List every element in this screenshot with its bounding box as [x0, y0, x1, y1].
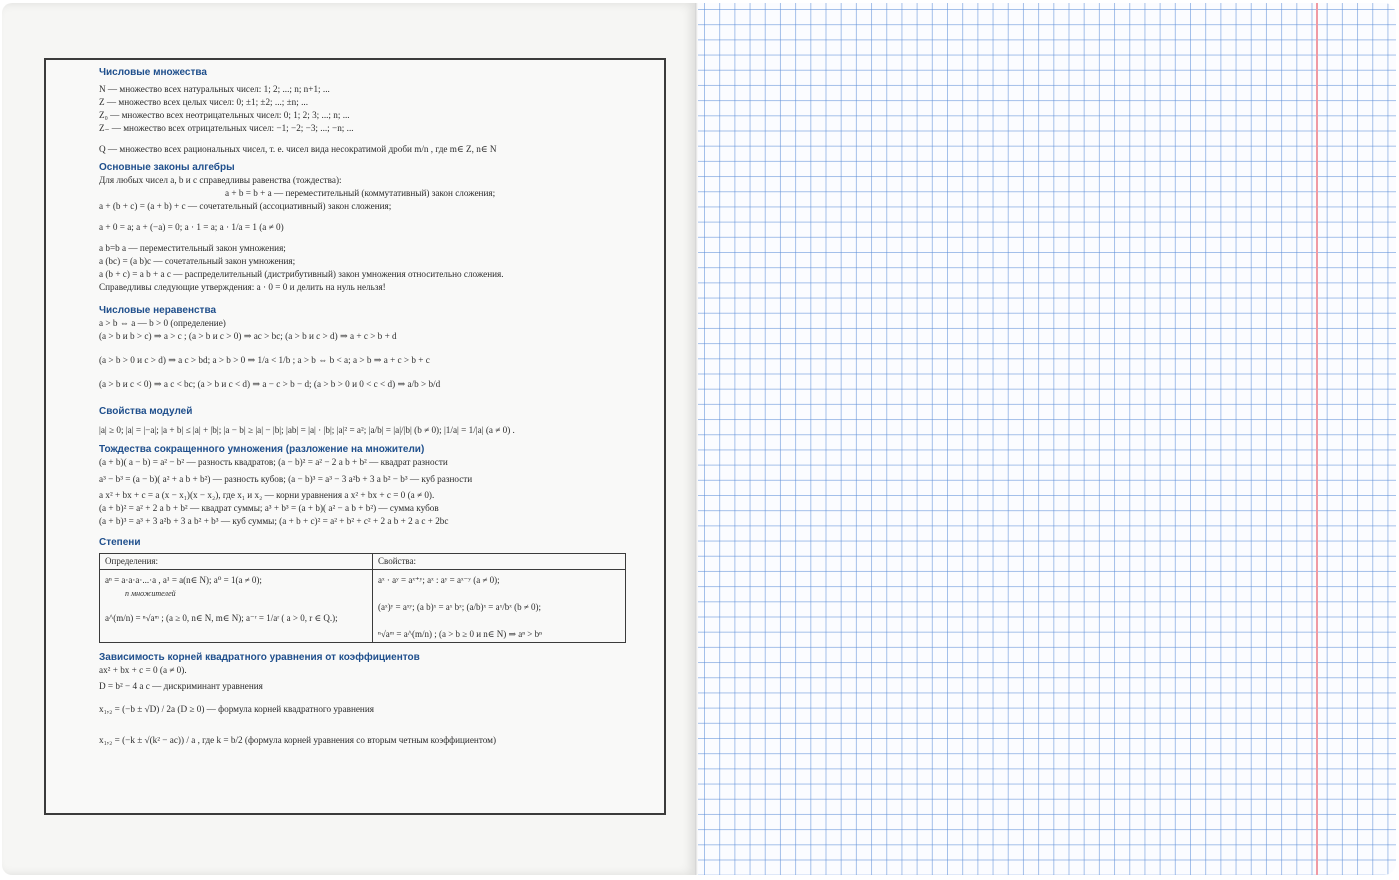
section-title: Числовые неравенства	[99, 305, 217, 316]
table-line: aⁿ = a·a·a·...·a , a¹ = a(n∈ N); a⁰ = 1(a ≠ 0);	[105, 575, 262, 585]
section-title: Числовые множества	[99, 67, 207, 78]
table-cell-definitions	[100, 570, 373, 643]
section-title: Тождества сокращенного умножения (разложение на множители)	[99, 444, 425, 455]
powers-table	[99, 553, 626, 643]
section-title: Основные законы алгебры	[99, 162, 235, 173]
table-line: aˣ · aʸ = aˣ⁺ʸ; aˣ : aʸ = aˣ⁻ʸ (a ≠ 0);	[378, 575, 500, 585]
text-line: (a > b и b > c) ⇒ a > c ; (a > b и c > 0) ⇒ ac > bc; (a > b и c > d) ⇒ a + c > b + d	[99, 331, 397, 341]
table-line: n множителей	[125, 589, 176, 598]
section-title: Зависимость корней квадратного уравнения от коэффициентов	[99, 652, 420, 663]
reference-sheet	[44, 58, 666, 815]
text-line: a³ − b³ = (a − b)( a² + a b + b²) — разность кубов; (a − b)³ = a³ − 3 a²b + 3 a b² − b³ — куб разности	[99, 474, 473, 484]
text-line: a x² + bx + c = a (x − x₁)(x − x₂), где x₁ и x₂ — корни уравнения a x² + bx + c = 0 (a ≠ 0).	[99, 490, 435, 500]
text-line: Z₀ — множество всех неотрицательных чисел: 0; 1; 2; 3; ...; n; ...	[99, 110, 350, 120]
table-line: a^(m/n) = ⁿ√aᵐ ; (a ≥ 0, n∈ N, m∈ N); a⁻ʳ = 1/aʳ ( a > 0, r ∈ Q.);	[105, 613, 338, 623]
reference-content	[99, 66, 659, 747]
text-line: Q — множество всех рациональных чисел, т. е. чисел вида несократимой дроби m/n , где m∈ Z, n∈ N	[99, 144, 497, 154]
table-line: ⁿ√aᵐ = a^(m/n) ; (a > b ≥ 0 и n∈ N) ⇒ aⁿ > bⁿ	[378, 629, 542, 639]
text-line: (a > b и c < 0) ⇒ a c < bc; (a > b и c < d) ⇒ a − c > b − d; (a > b > 0 и 0 < c < d) ⇒ a/b > b/d	[99, 379, 441, 389]
section-title: Свойства модулей	[99, 406, 193, 417]
text-line: (a > b > 0 и c > d) ⇒ a c > bd; a > b > 0 ⇒ 1/a < 1/b ; a > b ⇔ b < a; a > b ⇒ a + c > b + c	[99, 355, 430, 365]
text-line: a (b + c) = a b + a c — распределительный (дистрибутивный) закон умножения относительно сложения.	[99, 269, 504, 279]
text-line: Z₋ — множество всех отрицательных чисел: −1; −2; −3; ...; −n; ...	[99, 123, 354, 133]
text-line: |a| ≥ 0; |a| = |−a|; |a + b| ≤ |a| + |b|; |a − b| ≥ |a| − |b|; |ab| = |a| · |b|; |a|² = a²; |a/b| = |a|/|b| (b ≠ 0); |1/a| = 1/|a| (a ≠ 0) .	[99, 425, 515, 435]
table-cell-properties	[373, 570, 626, 643]
text-line: Для любых чисел a, b и c справедливы равенства (тождества):	[99, 175, 342, 185]
text-line: a + b = b + a — переместительный (коммутативный) закон сложения;	[225, 188, 496, 198]
text-line: (a + b)³ = a³ + 3 a²b + 3 a b² + b³ — куб суммы; (a + b + c)² = a² + b² + c² + 2 a b + 2 a c + 2bc	[99, 516, 449, 526]
text-line: N — множество всех натуральных чисел: 1; 2; ...; n; n+1; ...	[99, 84, 330, 94]
text-line: D = b² − 4 a c — дискриминант уравнения	[99, 681, 263, 691]
text-line: Z — множество всех целых чисел: 0; ±1; ±2; ...; ±n; ...	[99, 97, 309, 107]
section-title: Степени	[99, 537, 141, 548]
text-line: a > b ⇔ a — b > 0 (определение)	[99, 318, 226, 328]
text-line: a + 0 = a; a + (−a) = 0; a · 1 = a; a · 1/a = 1 (a ≠ 0)	[99, 222, 284, 232]
table-header-definitions: Определения:	[100, 554, 373, 570]
text-line: a b=b a — переместительный закон умножения;	[99, 243, 286, 253]
graph-paper-page	[698, 3, 1396, 875]
table-line: (aˣ)ʸ = aˣʸ; (a b)ˣ = aˣ bˣ; (a/b)ˣ = aˣ/bˣ (b ≠ 0);	[378, 602, 542, 612]
text-line: x₁,₂ = (−k ± √(k² − ac)) / a , где k = b/2 (формула корней уравнения со вторым четным коэффициентом)	[99, 735, 497, 745]
margin-line	[1316, 3, 1318, 875]
text-line: a (bc) = (a b)c — сочетательный закон умножения;	[99, 256, 296, 266]
text-line: a + (b + c) = (a + b) + c — сочетательный (ассоциативный) закон сложения;	[99, 201, 392, 211]
text-line: x₁,₂ = (−b ± √D) / 2a (D ≥ 0) — формула корней квадратного уравнения	[99, 704, 374, 714]
table-header-properties: Свойства:	[373, 554, 626, 570]
text-line: Справедливы следующие утверждения: a · 0 = 0 и делить на нуль нельзя!	[99, 282, 386, 292]
text-line: (a + b)( a − b) = a² − b² — разность квадратов; (a − b)² = a² − 2 a b + b² — квадрат разности	[99, 457, 448, 467]
text-line: (a + b)² = a² + 2 a b + b² — квадрат суммы; a³ + b³ = (a + b)( a² − a b + b²) — сумма кубов	[99, 503, 439, 513]
text-line: ax² + bx + c = 0 (a ≠ 0).	[99, 665, 187, 675]
